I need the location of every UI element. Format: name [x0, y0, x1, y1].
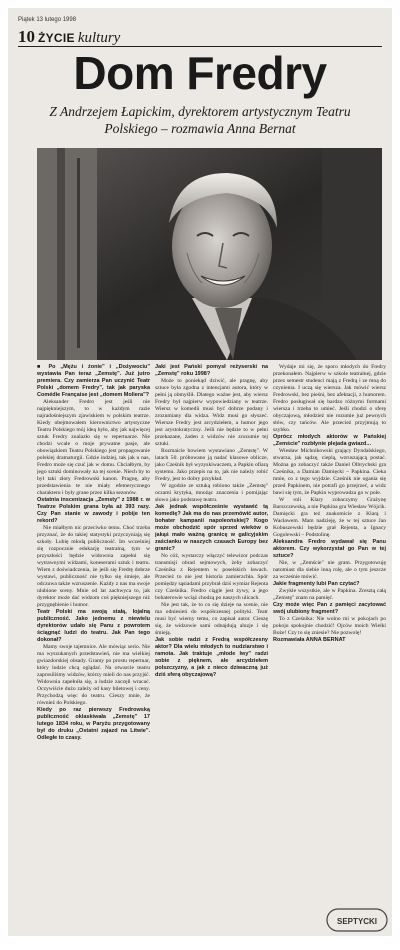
answer: Nie miałbym nic przeciwko temu. Choć trzeba przyznać, że do takiej statystyki przyczyniają się szkoły. Lubię młodą publiczność. Im wcześniej się rozpocznie edukację teatralną, tym w przyszłości będzie widownia zapełni się wytrawnymi widzami, koneserami sztuk i teatru. Wiem z doświadczenia, że jeśli się Fredrę dobrze wystawi, publiczność nie tylko się śmieje, ale odczuwa także wzruszenie. Każdy z nas ma swoje ulubione sceny. Mnie od lat zachwyca to, jak dyrektor może dać widzom coś piękniejszego niż przygnębienie i humor.: [37, 525, 150, 608]
question: Jak jednak współcześnie wystawić tą komedię? Jak ma do nas przemówić autor, bohater kampanii napoleońskiej? Kogo może obchodzić spór sprzed wieków o jakąś mało ważną granicę w galicyjskim zaścianku w naszych czasach Europy bez granic?: [155, 504, 268, 552]
archive-stamp-text: SEPTYCKI: [336, 917, 378, 926]
question: Teatr Polski ma swoją stałą, lojalną publiczność. Jako jednemu z niewielu dyrektorów udało się Panu z powrotem ściągnąć ludzi do teatru. Jak Pan tego dokonał?: [37, 609, 150, 643]
section-name: kultury: [77, 30, 121, 46]
issue-date: Piątek 13 lutego 1998: [18, 17, 77, 23]
answer: Zwykle wszystkie, ale w Papkina. Zresztą całą „Zemstę" znam na pamięć.: [273, 588, 386, 601]
answer: Wiesław Michnikowski grający Dyndalskiego, stwarza, jak sądzę, cieplą, wzruszającą postać. Można go zobaczyć także Daniel Olbrychski gra Cześnika, a Damian Damięcki – Papkina. Cieka mnie, co z tego wyjdzie. Cześnik nie ogania się przed Papkinem, nie potrafi go przejrzeć, a widz bawi się tym, że Papkin wyprowadza go w pole.: [273, 448, 386, 496]
article-body: [37, 364, 387, 930]
article-subtitle: Z Andrzejem Łapickim, dyrektorem artystycznym Teatru Polskiego – rozmawia Anna Bernat: [49, 104, 351, 137]
answer: Rozmaicie bowiem wystawiano „Zemstę". W latach 50. próbowano ją nadać klasowe oblicze, jako Cześnik był wyzyskiwaczem, a Papkin ofiarą systemu. Jako przepis na to, jak nie należy robić Fredry, jest to dobry przykład.: [155, 448, 268, 482]
archive-stamp: [326, 906, 388, 934]
page-header: [18, 27, 382, 47]
question: Ostatnia inscenizacja „Zemsty" z 1988 r. w Teatrze Polskim grana była aż 393 razy. Czy Pan stanie w zawody i pobije ten rekord?: [37, 497, 150, 524]
answer: W roli Klary zobaczymy Grażynę Barszczewską, a nie Papkina gra Wiesław Wójcik. Damięcki gra też znakomicie z Klarą i Wacławem. Mam nadzieję, że w tej sztuce Jan Kobuszewski będzie grał Rejenta, a Ignacy Gogolewski – Podstolinę.: [273, 497, 386, 538]
answer: No cóż, wystarczy włączyć telewizor podczas transmisji obrad sejmowych, żeby zobaczyć Cześnika z Rejentem w poselskich ławach. Przecież to nie jest historia zamierzchła. Spór pomiędzy sąsiadami przybrał dziś wymiar Rejenta czy Cześnika. Fredro ciągle jest żywy, a jego bohaterowie wciąż chodzą po naszych ulicach.: [155, 553, 268, 601]
question: Jakie fragmenty lubi Pan czytać?: [273, 581, 360, 587]
question: Czy może więc Pan z pamięci zacytować swój ulubiony fragment?: [273, 602, 386, 615]
question: Aleksandra Fredro wydawał się Panu aktorem. Czy wykorzystał go Pan w tej sztuce?: [273, 539, 386, 559]
answer: Aleksander Fredro jest jeśli nie najpiękniejszym, to w każdym razie najradośniejszym zjawiskiem w polskim teatrze. Kiedy obejmowałem kierownictwo artystyczne Teatru Polskiego mój ideą było, aby jak najwięcej sztuk Fredry znalazło się w repertuarze. Nie chodzi wcale o moje prywatne pasje, ale obowiązkiem Teatru Polskiego jest propagowanie polskiej dramaturgii. Gdzie indziej, tak jak u nas, Fredro może się czuć jak w domu. Chciałbym, by jego sztuki dominowały na tej scenie. Niech by to był taki złoty Fredrowski kanon. Pragnę, aby przedstawienia te nie miały efemerycznego charakteru i były grane przez kilka sezonów.: [37, 399, 150, 496]
byline: Rozmawiała ANNA BERNAT: [273, 637, 346, 643]
answer: Może to poniekąd dziwić, ale pragnę, aby sztuce była zgodna z intencjami autora, który w pełni ją obmyślił. Dlatego ważne jest, aby wiersz Fredry był najpierw wypowiedziany w teatrze. Wiersz w komedii musi być dobrze podany i zrozumiany dla widza. Widz musi go słyszeć. Wiersze Fredry jest arcydziełem, a humor jego jest arystokratyczny. Jeśli nie będzie to w pełni przekazane, żaden z widzów nie zrozumie tej sztuki.: [155, 378, 268, 447]
answer: To z Cześnika: Nie wolno mi w pokojach po pokoju spokojnie chodzić! Ojców moich Wielki Boże! Czy to się zniesie? Nie pozwolę!: [273, 616, 386, 636]
portrait-image: [37, 148, 382, 360]
article-title: Dom Fredry: [73, 47, 327, 99]
text-column-1: [37, 364, 150, 930]
answer: W zgodzie ze sztuką robiono także „Zemstę" oczami krytyka, mnożąc znaczenia i pomijając słowo jako podstawę teatru.: [155, 483, 268, 503]
question: Jaki jest Pański pomysł reżyserski na „Zemstę" roku 1998?: [155, 364, 268, 377]
answer: Nie, w „Zemście" nie gram. Przygotowuję natomiast dla siebie inną rolę, ale o tym jeszcze za wcześnie mówić.: [273, 560, 386, 580]
question: ■ Po „Mężu i żonie" i „Dożywociu" wystawia Pan teraz „Zemstę". Już jutro premiera. Czy zamierza Pan uczynić Teatr Polski „domem Fredry", tak jak paryska Comédie Française jest „domem Moliera"?: [37, 364, 150, 398]
page-number: 10: [18, 27, 35, 46]
portrait-photo: [37, 148, 382, 360]
question: Oprócz młodych aktorów w Pańskiej „Zemście" rozbłynie plejada gwiazd...: [273, 434, 386, 447]
answer: Wydaje mi się, że sporo młodych do Fredry przekonałem. Najpierw w szkole teatralnej, gdzie przez semestr studenci mają z Fredrą i ze mną do czynienia. I uczą się wiersza. Jak mówić wiersz Fredrowski, bez pieśni, bez afektacji, z humorem. Fredro posługiwał się bardzo różnymi formami wiersza i trzeba to umieć. Jeśli chodzi o sferę obyczajową, młodzież nie rozumie już pewnych słów, czy tańców. Ale przecież przyjmują to szybko.: [273, 364, 386, 433]
text-column-2: [155, 364, 268, 930]
answer: Mamy swoje tajemnice. Ale mówiąc serio. Nie ma wyszukanych przedstawień, nie ma wielkiej gwiazdorskiej obsady. Gramy po prostu repertuar, który ludzie chcą oglądać. Na otwarcie teatru zaprosiliśmy widzów, którzy mieli do nas przyjść. Widownia zapełniła się, a ludzie zaczęli wracać. Oczywiście dużo zależy od kasy biletowej i ceny. Przychodzą więc do teatru. Cieszy mnie, że również do Polskiego.: [37, 644, 150, 706]
newspaper-page: [8, 8, 392, 936]
publication-name: ŻYCIE: [38, 31, 75, 45]
question: Jak sobie radzi z Fredrą współczesny aktor? Dla wielu młodych to nudziarstwo i ramota. Jak traktuje „młode lwy" radzi sobie z pięknem, ale arcydziełem polszczyzny, a jak z nieco dziwaczną już dziś sferą obyczajową?: [155, 637, 268, 678]
question: Kiedy po raz pierwszy Fredrowską publiczność oklaskiwała „Zemstę" 17 lutego 1834 roku, w Paryżu przygotowany był do druku „Ostatni zajazd na Litwie". Odległe to czasy.: [37, 707, 150, 741]
text-column-3: [273, 364, 386, 930]
answer: Nie jest tak, że to co się dzieje na scenie, nie ma odniesień do współczesnej polityki. Teatr musi być wierny temu, co zapisał autor. Cieszę się, że widzowie sami odnajdują aluzje i się śmieją.: [155, 602, 268, 636]
